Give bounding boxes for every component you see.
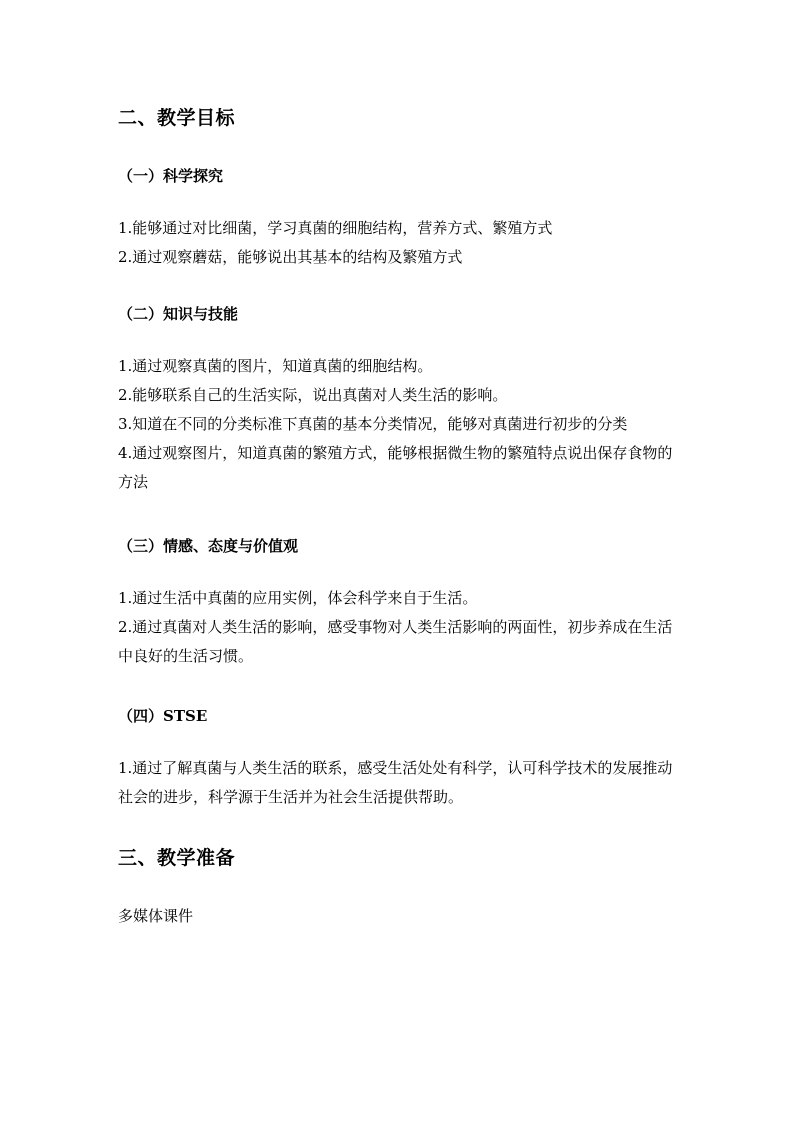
list-item: 1.通过生活中真菌的应用实例，体会科学来自于生活。 xyxy=(118,589,478,607)
list-item: 1.能够通过对比细菌，学习真菌的细胞结构，营养方式、繁殖方式 xyxy=(118,219,553,237)
section-title-teaching-goals: 二、教学目标 xyxy=(118,107,236,129)
knowledge-list xyxy=(118,352,680,497)
list-item: 2.通过真菌对人类生活的影响，感受事物对人类生活影响的两面性，初步养成在生活中良好的生活习惯。 xyxy=(118,618,673,665)
subsection-title-emotion-attitude-values: （三）情感、态度与价值观 xyxy=(118,537,299,555)
list-item: 1.通过了解真菌与人类生活的联系，感受生活处处有科学，认可科学技术的发展推动社会的进步，科学源于生活并为社会生活提供帮助。 xyxy=(118,759,673,806)
list-item: 2.能够联系自己的生活实际，说出真菌对人类生活的影响。 xyxy=(118,386,508,404)
subsection-title-knowledge-skills: （二）知识与技能 xyxy=(118,305,239,323)
preparation-content xyxy=(118,902,680,931)
emotion-list xyxy=(118,584,680,671)
list-item: 3.知道在不同的分类标准下真菌的基本分类情况，能够对真菌进行初步的分类 xyxy=(118,415,628,433)
preparation-text: 多媒体课件 xyxy=(118,907,194,925)
list-item: 1.通过观察真菌的图片，知道真菌的细胞结构。 xyxy=(118,357,433,375)
stse-list xyxy=(118,754,680,812)
inquiry-list xyxy=(118,214,680,272)
subsection-title-stse: （四）STSE xyxy=(118,707,208,725)
list-item: 4.通过观察图片，知道真菌的繁殖方式，能够根据微生物的繁殖特点说出保存食物的方法 xyxy=(118,444,673,491)
section-title-teaching-preparation: 三、教学准备 xyxy=(118,847,236,869)
list-item: 2.通过观察蘑菇，能够说出其基本的结构及繁殖方式 xyxy=(118,248,463,266)
subsection-title-scientific-inquiry: （一）科学探究 xyxy=(118,167,224,185)
